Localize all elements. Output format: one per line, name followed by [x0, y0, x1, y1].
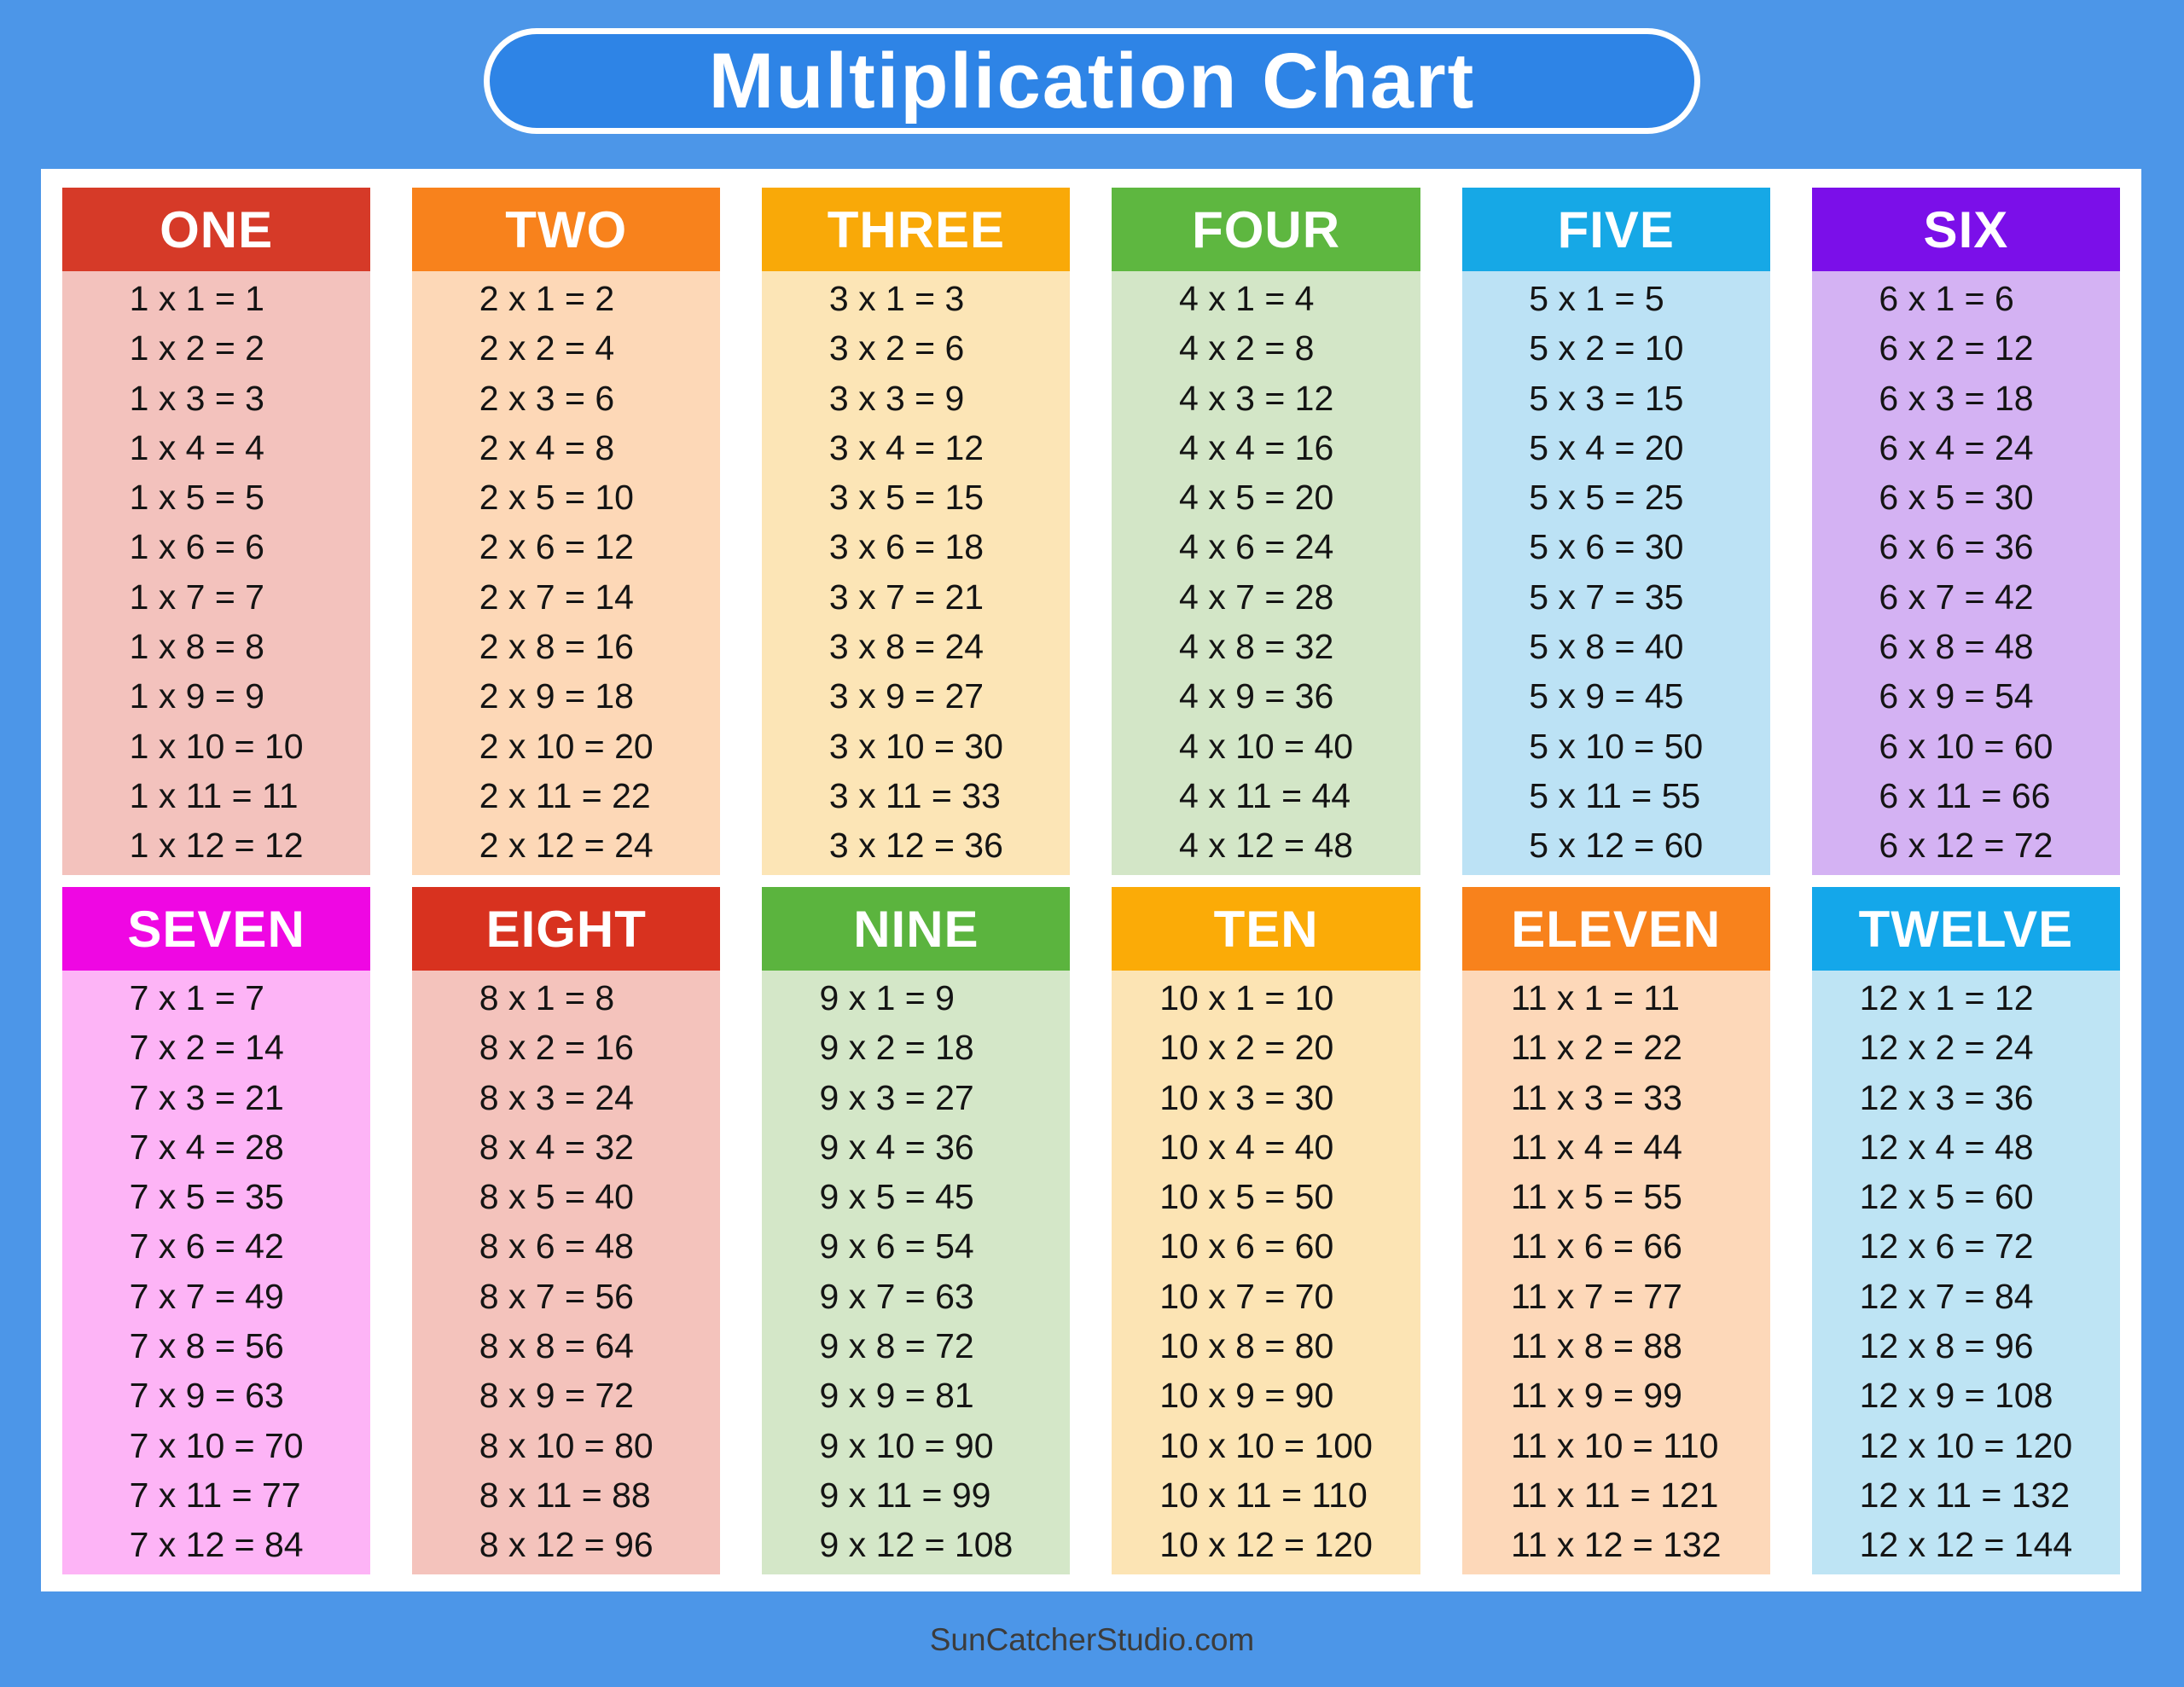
times-table-column: [1112, 887, 1420, 1574]
fact-row: 7 x 6 = 42: [129, 1226, 284, 1267]
table-body: [412, 971, 720, 1574]
fact-row: 10 x 11 = 110: [1159, 1475, 1368, 1515]
times-table-column: [762, 887, 1070, 1574]
fact-row: 1 x 8 = 8: [129, 627, 264, 667]
fact-row: 5 x 2 = 10: [1529, 328, 1684, 368]
table-header-label: THREE: [827, 200, 1006, 258]
fact-row: 4 x 6 = 24: [1179, 527, 1334, 567]
fact-rows: [1511, 973, 1722, 1570]
title-banner: [484, 28, 1700, 134]
table-header: [1812, 887, 2120, 971]
table-header-label: EIGHT: [485, 900, 647, 958]
fact-row: 11 x 10 = 110: [1510, 1425, 1719, 1465]
fact-rows: [1179, 274, 1353, 871]
fact-row: 10 x 2 = 20: [1159, 1028, 1334, 1068]
fact-row: 11 x 9 = 99: [1510, 1376, 1682, 1416]
fact-row: 9 x 8 = 72: [819, 1326, 974, 1366]
fact-row: 5 x 9 = 45: [1529, 676, 1684, 716]
fact-row: 12 x 3 = 36: [1859, 1077, 2034, 1117]
fact-row: 3 x 3 = 9: [828, 378, 965, 418]
fact-row: 1 x 4 = 4: [129, 427, 264, 467]
times-table-column: [62, 188, 370, 875]
fact-row: 6 x 7 = 42: [1879, 577, 2034, 617]
table-header-label: TWO: [505, 200, 628, 258]
times-table-column: [1812, 887, 2120, 1574]
fact-row: 7 x 11 = 77: [129, 1475, 301, 1515]
fact-row: 3 x 6 = 18: [828, 527, 985, 567]
fact-row: 10 x 4 = 40: [1159, 1127, 1334, 1167]
content-panel: [41, 169, 2141, 1591]
table-header: [62, 887, 370, 971]
times-table-column: [762, 188, 1070, 875]
table-body: [1112, 971, 1420, 1574]
fact-row: 2 x 8 = 16: [479, 627, 634, 667]
table-body: [762, 271, 1070, 875]
fact-row: 11 x 7 = 77: [1510, 1276, 1682, 1316]
fact-row: 5 x 4 = 20: [1529, 427, 1684, 467]
fact-row: 9 x 6 = 54: [819, 1226, 974, 1267]
fact-row: 5 x 12 = 60: [1529, 826, 1704, 866]
fact-row: 12 x 8 = 96: [1859, 1326, 2034, 1366]
fact-row: 12 x 11 = 132: [1859, 1475, 2071, 1515]
table-body: [1812, 971, 2120, 1574]
table-header-label: TEN: [1213, 900, 1319, 958]
table-header-label: FIVE: [1557, 200, 1675, 258]
fact-row: 5 x 3 = 15: [1529, 378, 1684, 418]
fact-row: 3 x 5 = 15: [828, 478, 985, 518]
table-header-label: NINE: [853, 900, 979, 958]
fact-row: 10 x 7 = 70: [1159, 1276, 1334, 1316]
fact-row: 6 x 4 = 24: [1879, 427, 2034, 467]
table-header: [1112, 188, 1420, 271]
table-header: [412, 887, 720, 971]
fact-row: 7 x 2 = 14: [129, 1028, 284, 1068]
fact-row: 4 x 11 = 44: [1179, 775, 1351, 815]
fact-row: 11 x 3 = 33: [1510, 1077, 1682, 1117]
fact-row: 6 x 9 = 54: [1879, 676, 2034, 716]
fact-row: 4 x 5 = 20: [1179, 478, 1334, 518]
fact-row: 4 x 3 = 12: [1179, 378, 1334, 418]
fact-row: 12 x 5 = 60: [1859, 1177, 2034, 1217]
fact-row: 10 x 3 = 30: [1159, 1077, 1334, 1117]
fact-row: 2 x 12 = 24: [479, 826, 653, 866]
fact-row: 1 x 2 = 2: [129, 328, 264, 368]
page-title: Multiplication Chart: [708, 37, 1476, 125]
fact-row: 8 x 10 = 80: [479, 1425, 653, 1465]
fact-row: 3 x 8 = 24: [828, 627, 985, 667]
fact-rows: [1879, 274, 2053, 871]
fact-rows: [1159, 973, 1373, 1570]
table-header: [62, 188, 370, 271]
fact-row: 7 x 3 = 21: [129, 1077, 284, 1117]
fact-row: 6 x 11 = 66: [1879, 775, 2051, 815]
fact-row: 3 x 1 = 3: [828, 279, 965, 318]
fact-row: 9 x 3 = 27: [819, 1077, 974, 1117]
table-header-label: SEVEN: [127, 900, 305, 958]
fact-rows: [829, 274, 1003, 871]
fact-row: 12 x 2 = 24: [1859, 1028, 2034, 1068]
fact-row: 4 x 9 = 36: [1179, 676, 1334, 716]
times-table-column: [1462, 887, 1770, 1574]
fact-row: 12 x 4 = 48: [1859, 1127, 2034, 1167]
table-header: [762, 188, 1070, 271]
fact-row: 2 x 9 = 18: [479, 676, 634, 716]
fact-row: 6 x 6 = 36: [1879, 527, 2034, 567]
fact-row: 1 x 6 = 6: [129, 527, 264, 567]
fact-row: 11 x 5 = 55: [1510, 1177, 1682, 1217]
fact-row: 8 x 9 = 72: [479, 1376, 634, 1416]
fact-row: 5 x 5 = 25: [1529, 478, 1684, 518]
fact-row: 3 x 11 = 33: [828, 775, 1001, 815]
fact-row: 1 x 3 = 3: [129, 378, 264, 418]
fact-row: 8 x 8 = 64: [479, 1326, 634, 1366]
times-table-column: [62, 887, 370, 1574]
fact-row: 7 x 7 = 49: [129, 1276, 284, 1316]
table-body: [1812, 271, 2120, 875]
fact-row: 6 x 1 = 6: [1879, 279, 2014, 318]
footer-credit: SunCatcherStudio.com: [929, 1622, 1255, 1657]
fact-row: 3 x 10 = 30: [828, 726, 1003, 766]
fact-row: 9 x 11 = 99: [819, 1475, 991, 1515]
fact-row: 8 x 5 = 40: [479, 1177, 634, 1217]
fact-row: 2 x 5 = 10: [479, 478, 634, 518]
fact-row: 8 x 1 = 8: [479, 978, 615, 1017]
fact-row: 8 x 4 = 32: [479, 1127, 634, 1167]
fact-row: 2 x 6 = 12: [479, 527, 634, 567]
fact-row: 5 x 8 = 40: [1529, 627, 1684, 667]
fact-row: 12 x 1 = 12: [1859, 978, 2034, 1017]
fact-row: 2 x 3 = 6: [479, 378, 615, 418]
fact-row: 8 x 12 = 96: [479, 1525, 653, 1565]
fact-row: 1 x 10 = 10: [129, 726, 304, 766]
fact-row: 9 x 9 = 81: [819, 1376, 974, 1416]
table-body: [62, 971, 370, 1574]
fact-row: 9 x 4 = 36: [819, 1127, 974, 1167]
fact-row: 12 x 7 = 84: [1859, 1276, 2034, 1316]
table-header: [1462, 188, 1770, 271]
fact-row: 2 x 7 = 14: [479, 577, 634, 617]
times-table-column: [1462, 188, 1770, 875]
fact-row: 8 x 6 = 48: [479, 1226, 634, 1267]
fact-rows: [130, 274, 304, 871]
fact-row: 7 x 5 = 35: [129, 1177, 284, 1217]
fact-row: 11 x 6 = 66: [1510, 1226, 1682, 1267]
fact-row: 11 x 1 = 11: [1510, 978, 1680, 1017]
fact-row: 3 x 7 = 21: [828, 577, 985, 617]
times-table-column: [412, 887, 720, 1574]
fact-row: 10 x 5 = 50: [1159, 1177, 1334, 1217]
fact-row: 10 x 10 = 100: [1159, 1425, 1373, 1465]
fact-row: 4 x 10 = 40: [1179, 726, 1354, 766]
times-table-column: [1812, 188, 2120, 875]
fact-row: 9 x 12 = 108: [819, 1525, 1014, 1565]
fact-row: 5 x 7 = 35: [1529, 577, 1684, 617]
times-table-column: [412, 188, 720, 875]
fact-row: 5 x 1 = 5: [1529, 279, 1664, 318]
table-header-label: SIX: [1923, 200, 2009, 258]
fact-row: 10 x 12 = 120: [1159, 1525, 1373, 1565]
fact-row: 12 x 9 = 108: [1859, 1376, 2053, 1416]
table-body: [1462, 971, 1770, 1574]
fact-row: 6 x 8 = 48: [1879, 627, 2034, 667]
fact-row: 1 x 11 = 11: [129, 775, 299, 815]
fact-row: 7 x 4 = 28: [129, 1127, 284, 1167]
fact-row: 3 x 2 = 6: [828, 328, 965, 368]
table-header: [1812, 188, 2120, 271]
fact-row: 9 x 1 = 9: [819, 978, 955, 1017]
fact-row: 8 x 11 = 88: [479, 1475, 651, 1515]
fact-row: 7 x 8 = 56: [129, 1326, 284, 1366]
table-header-label: ONE: [160, 200, 274, 258]
fact-row: 4 x 4 = 16: [1179, 427, 1334, 467]
table-header: [762, 887, 1070, 971]
fact-row: 12 x 10 = 120: [1859, 1425, 2073, 1465]
fact-row: 11 x 8 = 88: [1510, 1326, 1682, 1366]
fact-row: 12 x 12 = 144: [1859, 1525, 2073, 1565]
fact-row: 6 x 2 = 12: [1879, 328, 2034, 368]
fact-row: 1 x 7 = 7: [129, 577, 264, 617]
fact-rows: [479, 274, 653, 871]
fact-row: 1 x 9 = 9: [129, 676, 264, 716]
fact-row: 9 x 10 = 90: [819, 1425, 994, 1465]
fact-row: 4 x 8 = 32: [1179, 627, 1334, 667]
fact-row: 10 x 8 = 80: [1159, 1326, 1334, 1366]
fact-rows: [479, 973, 653, 1570]
fact-row: 9 x 2 = 18: [819, 1028, 974, 1068]
fact-row: 7 x 9 = 63: [129, 1376, 284, 1416]
fact-rows: [819, 973, 1013, 1570]
table-body: [412, 271, 720, 875]
fact-rows: [1860, 973, 2073, 1570]
fact-row: 5 x 6 = 30: [1529, 527, 1684, 567]
fact-row: 3 x 12 = 36: [828, 826, 1003, 866]
fact-row: 6 x 12 = 72: [1879, 826, 2053, 866]
fact-row: 1 x 12 = 12: [129, 826, 304, 866]
table-body: [762, 971, 1070, 1574]
fact-row: 2 x 1 = 2: [479, 279, 615, 318]
fact-row: 3 x 4 = 12: [828, 427, 985, 467]
fact-row: 2 x 4 = 8: [479, 427, 615, 467]
fact-row: 4 x 1 = 4: [1179, 279, 1315, 318]
fact-row: 4 x 7 = 28: [1179, 577, 1334, 617]
table-header-label: ELEVEN: [1511, 900, 1722, 958]
fact-row: 4 x 12 = 48: [1179, 826, 1354, 866]
fact-row: 6 x 5 = 30: [1879, 478, 2034, 518]
fact-row: 11 x 2 = 22: [1510, 1028, 1682, 1068]
tables-grid: [62, 188, 2120, 1574]
table-header: [1112, 887, 1420, 971]
fact-row: 8 x 2 = 16: [479, 1028, 634, 1068]
fact-row: 2 x 11 = 22: [479, 775, 651, 815]
fact-rows: [130, 973, 304, 1570]
fact-row: 10 x 9 = 90: [1159, 1376, 1334, 1416]
fact-row: 4 x 2 = 8: [1179, 328, 1315, 368]
fact-row: 3 x 9 = 27: [828, 676, 985, 716]
fact-row: 10 x 6 = 60: [1159, 1226, 1334, 1267]
fact-row: 1 x 1 = 1: [129, 279, 264, 318]
fact-row: 1 x 5 = 5: [129, 478, 264, 518]
fact-row: 8 x 7 = 56: [479, 1276, 634, 1316]
fact-row: 9 x 5 = 45: [819, 1177, 974, 1217]
fact-row: 7 x 10 = 70: [129, 1425, 304, 1465]
fact-row: 7 x 1 = 7: [129, 978, 264, 1017]
fact-row: 9 x 7 = 63: [819, 1276, 974, 1316]
fact-row: 12 x 6 = 72: [1859, 1226, 2034, 1267]
fact-row: 8 x 3 = 24: [479, 1077, 634, 1117]
table-body: [1462, 271, 1770, 875]
fact-row: 11 x 12 = 132: [1510, 1525, 1722, 1565]
fact-rows: [1529, 274, 1703, 871]
fact-row: 7 x 12 = 84: [129, 1525, 304, 1565]
fact-row: 6 x 10 = 60: [1879, 726, 2053, 766]
table-body: [62, 271, 370, 875]
fact-row: 2 x 2 = 4: [479, 328, 615, 368]
fact-row: 5 x 11 = 55: [1529, 775, 1701, 815]
table-body: [1112, 271, 1420, 875]
fact-row: 5 x 10 = 50: [1529, 726, 1704, 766]
fact-row: 11 x 4 = 44: [1510, 1127, 1682, 1167]
table-header-label: FOUR: [1192, 200, 1341, 258]
table-header: [412, 188, 720, 271]
table-header-label: TWELVE: [1858, 900, 2074, 958]
fact-row: 6 x 3 = 18: [1879, 378, 2034, 418]
fact-row: 2 x 10 = 20: [479, 726, 653, 766]
fact-row: 11 x 11 = 121: [1510, 1475, 1719, 1515]
fact-row: 10 x 1 = 10: [1159, 978, 1334, 1017]
table-header: [1462, 887, 1770, 971]
times-table-column: [1112, 188, 1420, 875]
